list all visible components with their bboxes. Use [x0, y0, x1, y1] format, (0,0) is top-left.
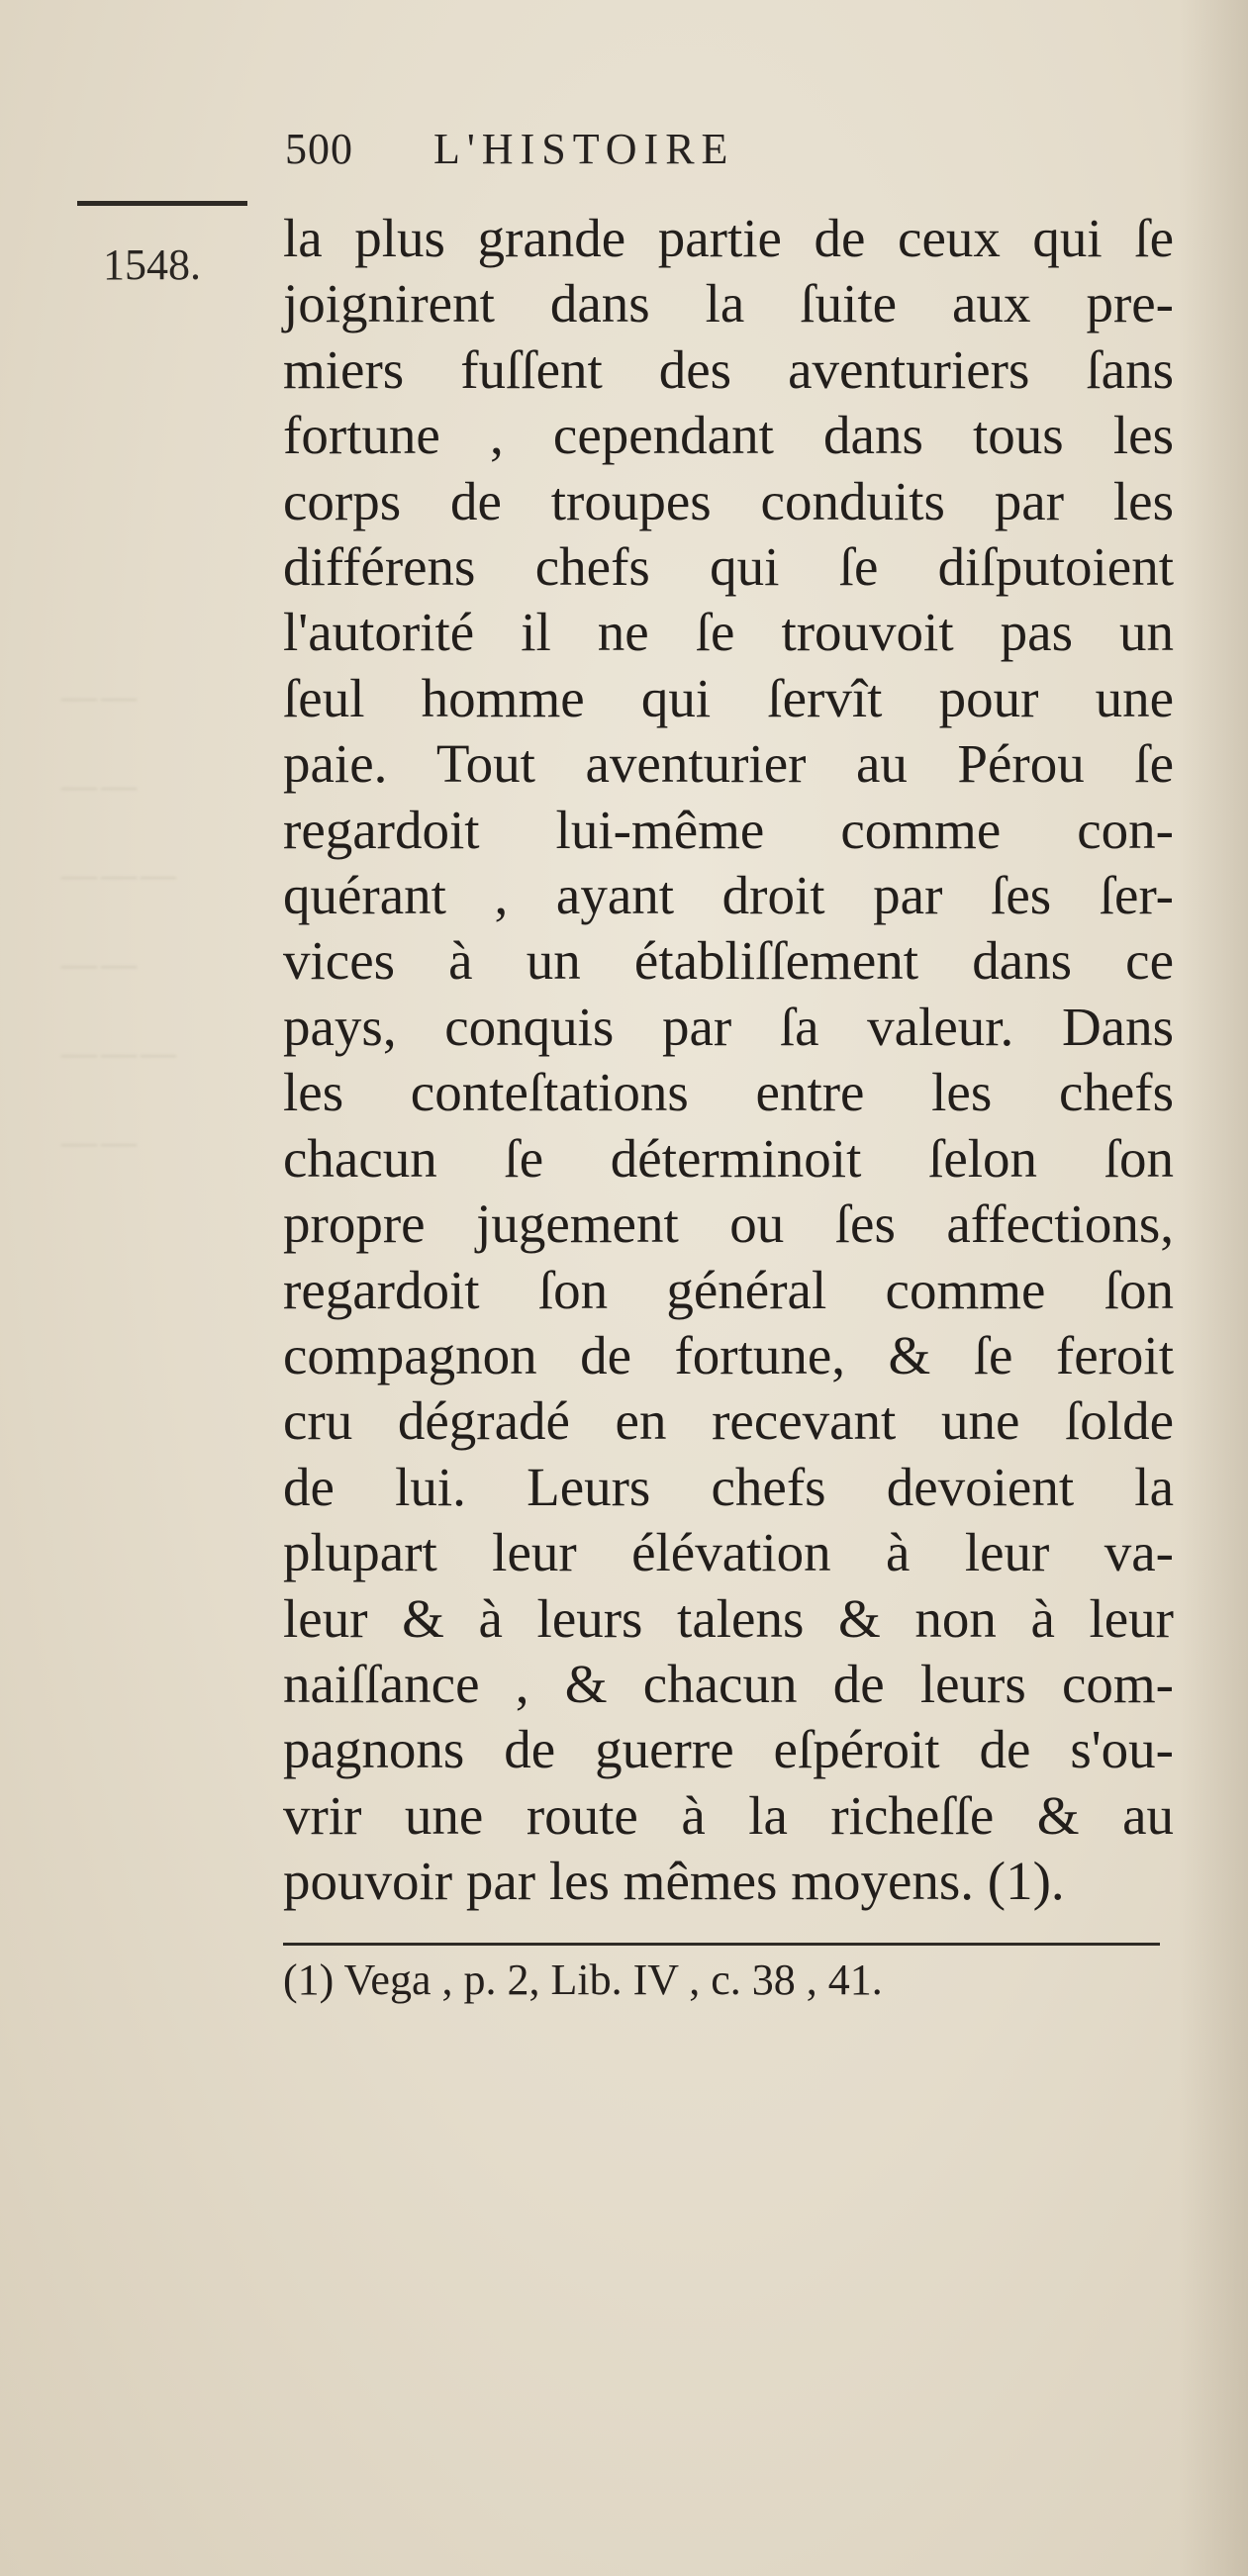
- text-line: leur & à leurs talens & non à leur: [283, 1587, 1174, 1649]
- page-number: 500: [285, 125, 353, 173]
- header-rule: [77, 201, 247, 206]
- text-line: regardoit lui-même comme con-: [283, 799, 1174, 860]
- text-line: pays, conquis par ſa valeur. Dans: [283, 996, 1174, 1057]
- text-line: fortune , cependant dans tous les: [283, 405, 1174, 466]
- text-line: corps de troupes conduits par les: [283, 470, 1174, 531]
- text-line: joignirent dans la ſuite aux pre-: [283, 273, 1174, 334]
- text-line: vrir une route à la richeſſe & au: [283, 1784, 1174, 1846]
- footnote: (1) Vega , p. 2, Lib. IV , c. 38 , 41.: [283, 1956, 883, 2004]
- body-text: [283, 206, 1174, 1915]
- text-line: paie. Tout aventurier au Pérou ſe: [283, 733, 1174, 795]
- text-line: quérant , ayant droit par ſes ſer-: [283, 865, 1174, 926]
- text-line: miers fuſſent des aventuriers ſans: [283, 338, 1174, 400]
- text-line: chacun ſe déterminoit ſelon ſon: [283, 1127, 1174, 1189]
- text-line: de lui. Leurs chefs devoient la: [283, 1456, 1174, 1517]
- text-line: propre jugement ou ſes affections,: [283, 1193, 1174, 1255]
- text-line: regardoit ſon général comme ſon: [283, 1259, 1174, 1320]
- text-line: pagnons de guerre eſpéroit de s'ou-: [283, 1719, 1174, 1780]
- margin-year-note: 1548.: [103, 240, 201, 289]
- text-line: ſeul homme qui ſervît pour une: [283, 667, 1174, 728]
- text-line: cru dégradé en recevant une ſolde: [283, 1390, 1174, 1452]
- text-line: plupart leur élévation à leur va-: [283, 1522, 1174, 1583]
- footnote-rule: [283, 1943, 1160, 1946]
- bleed-through-decoration: —— —— ——— —— ——— ——: [59, 675, 178, 1166]
- text-line: l'autorité il ne ſe trouvoit pas un: [283, 602, 1174, 663]
- running-title: L'HISTOIRE: [433, 125, 735, 173]
- text-line: compagnon de fortune, & ſe feroit: [283, 1324, 1174, 1385]
- page-header: [285, 124, 734, 174]
- text-line: naiſſance , & chacun de leurs com-: [283, 1653, 1174, 1714]
- text-line: les conteſtations entre les chefs: [283, 1062, 1174, 1123]
- text-line: pouvoir par les mêmes moyens. (1).: [283, 1851, 1065, 1912]
- text-line: la plus grande partie de ceux qui ſe: [283, 208, 1174, 268]
- text-line: vices à un établiſſement dans ce: [283, 930, 1174, 992]
- text-line: différens chefs qui ſe diſputoient: [283, 536, 1174, 598]
